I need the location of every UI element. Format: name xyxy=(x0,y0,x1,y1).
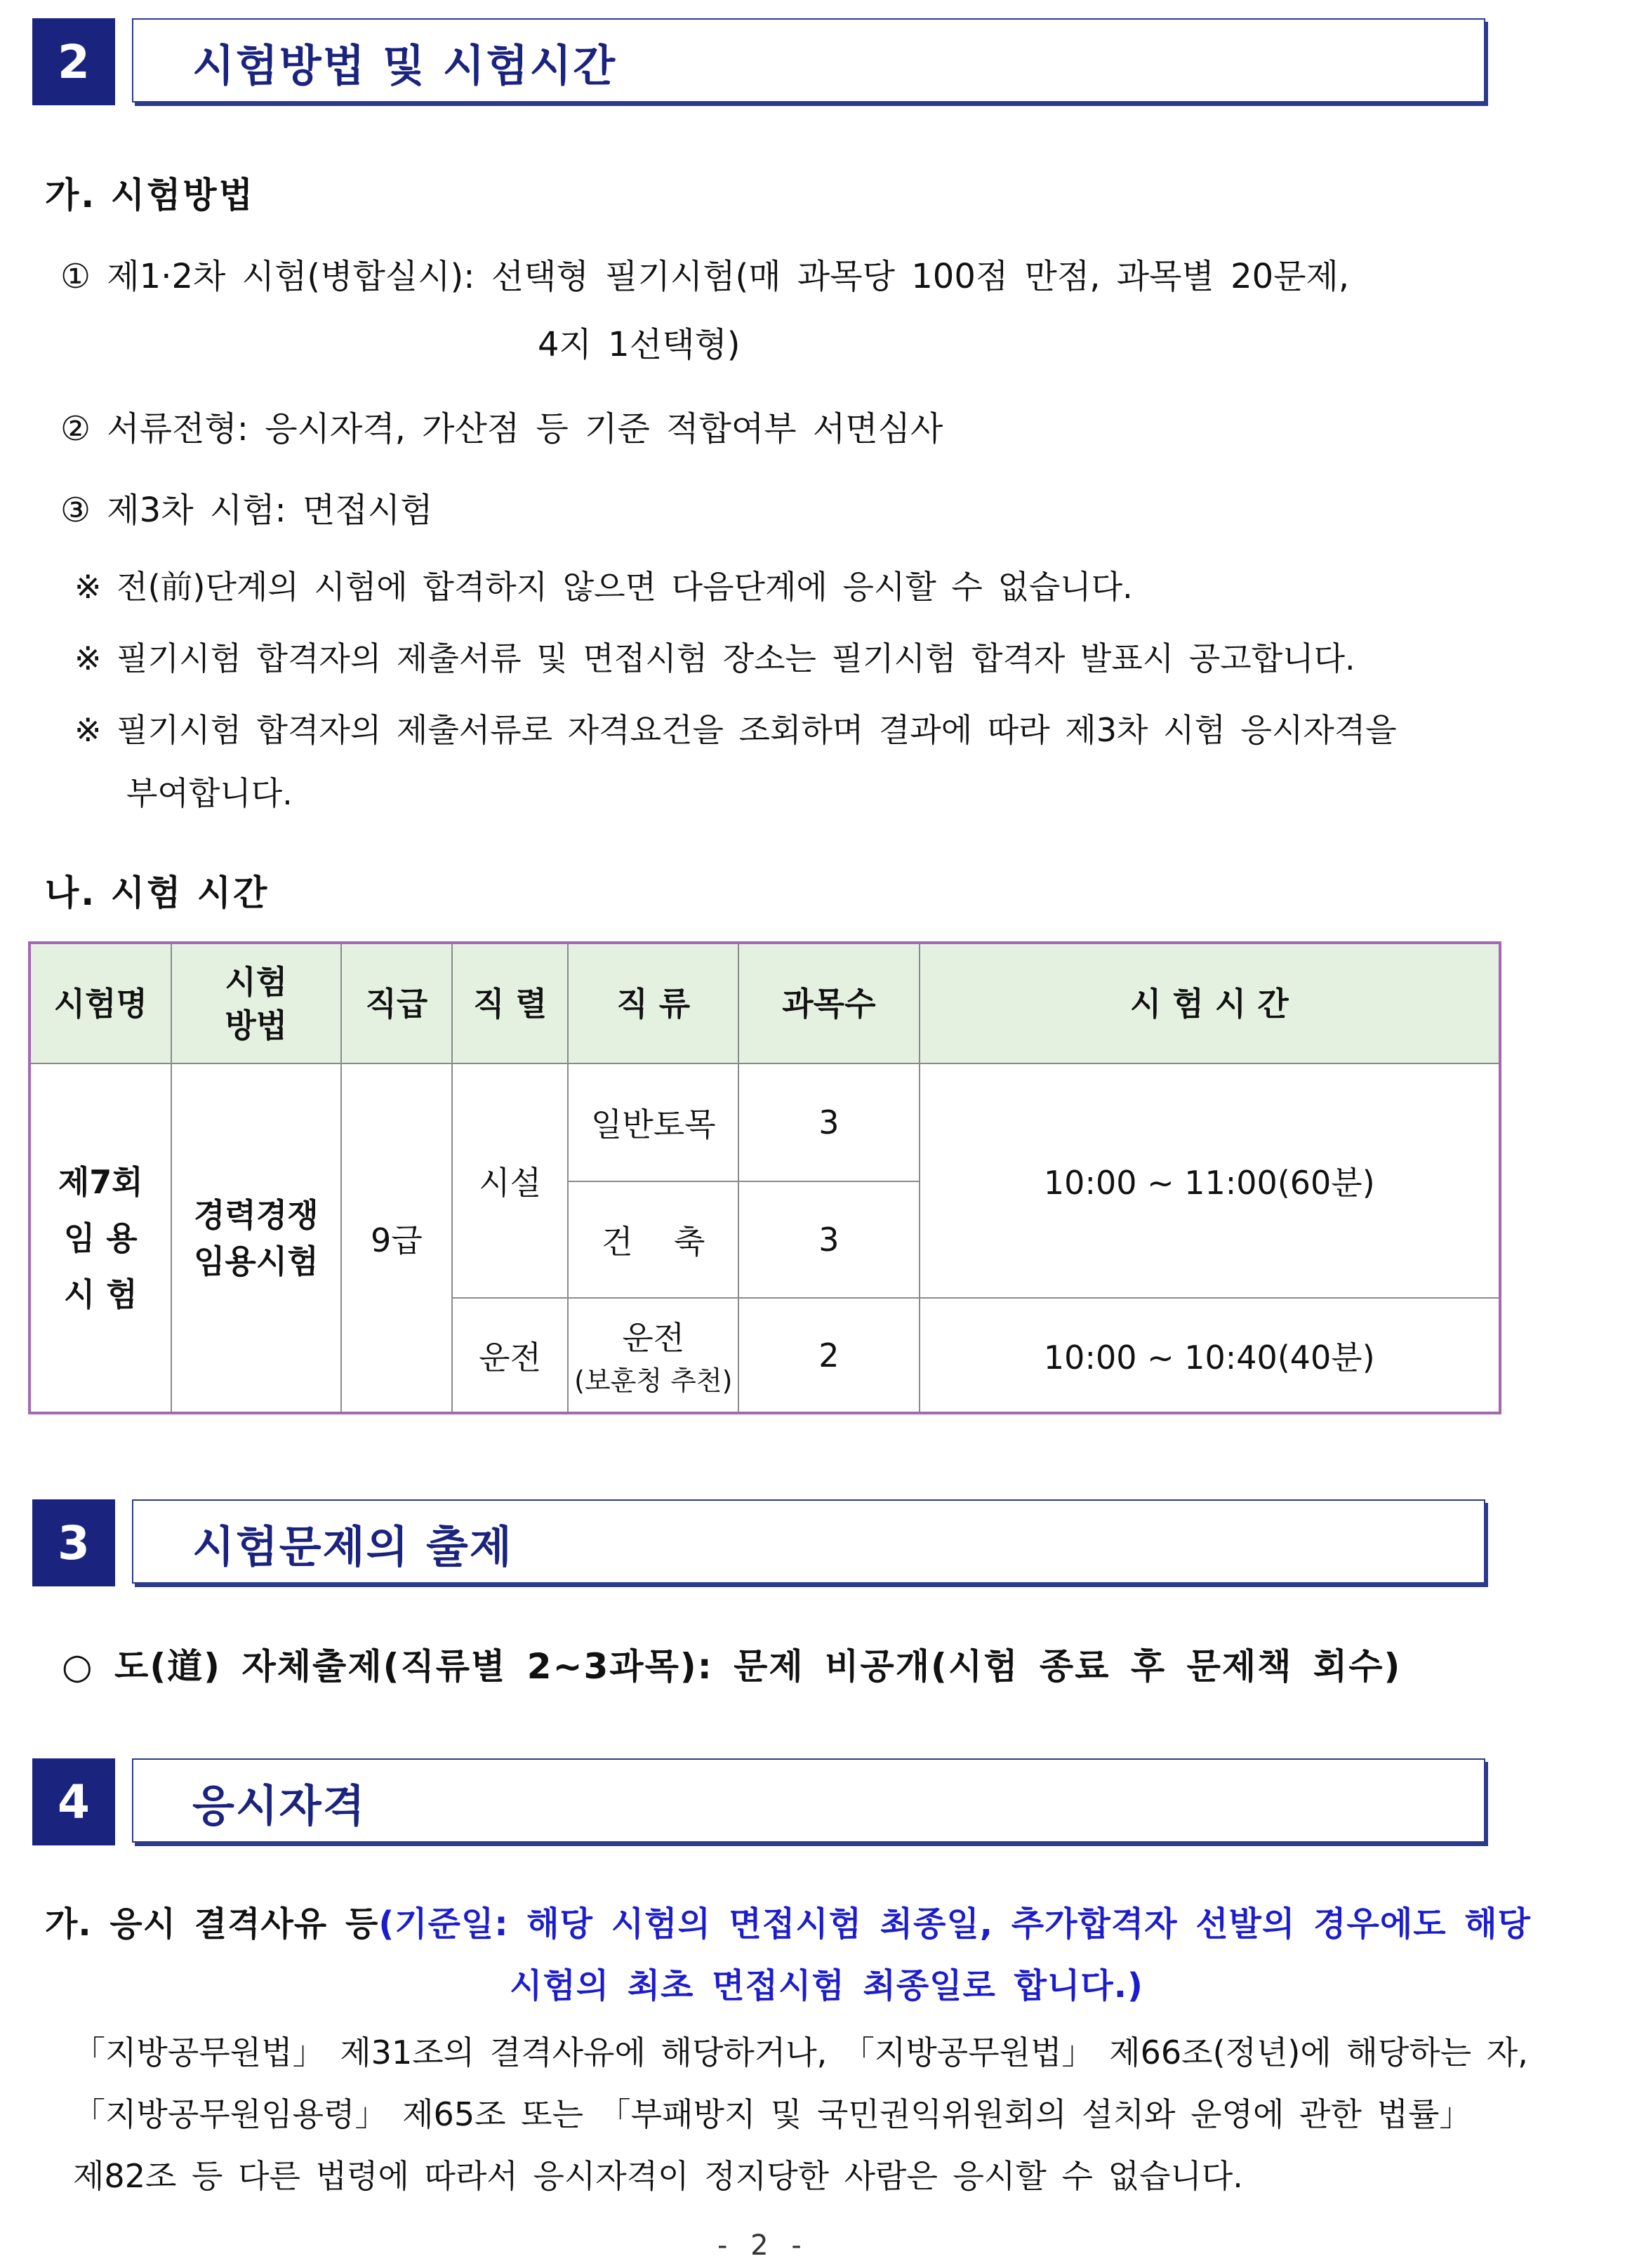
header-subjects: 과목수 xyxy=(738,943,919,1063)
method-item-2: ② 서류전형: 응시자격, 가산점 등 기준 적합여부 서면심사 xyxy=(60,409,943,449)
eligibility-heading xyxy=(45,1897,1531,1945)
eligibility-para-line-1: 「지방공무원법」 제31조의 결격사유에 해당하거나, 「지방공무원법」 제66조(정년)에 해당하는 자, xyxy=(73,2034,1528,2071)
cell-subjects: 3 xyxy=(738,1181,919,1298)
exam-name-line-1: 제7회 xyxy=(58,1162,143,1201)
eligibility-heading-label: 가. 응시 결격사유 등 xyxy=(45,1904,379,1944)
table-row xyxy=(29,1063,1500,1181)
cell-class-note: (보훈청 추천) xyxy=(574,1365,733,1396)
eligibility-reference-date-line-2: 시험의 최초 면접시험 최종일로 합니다.) xyxy=(510,1966,1143,2005)
section-4-header xyxy=(32,1758,1485,1845)
eligibility-para-line-3: 제82조 등 다른 법령에 따라서 응시자격이 정지당한 사람은 응시할 수 없습니다. xyxy=(73,2157,1243,2195)
cell-time: 10:00 ~ 11:00(60분) xyxy=(920,1063,1500,1298)
cell-series: 시설 xyxy=(452,1063,569,1298)
method-item-1-line-1: ① 제1·2차 시험(병합실시): 선택형 필기시험(매 과목당 100점 만점, 과목별 20문제, xyxy=(60,257,1350,296)
cell-class: 건 축 xyxy=(568,1181,738,1298)
exam-method-line-1: 경력경쟁 xyxy=(193,1195,319,1234)
section-title: 시험문제의 출제 xyxy=(192,1520,513,1572)
cell-grade: 9급 xyxy=(341,1063,452,1413)
cell-subjects: 2 xyxy=(738,1298,919,1413)
section-3-header xyxy=(32,1499,1485,1586)
section-title-box xyxy=(132,1758,1485,1843)
section-title-box xyxy=(132,18,1485,102)
cell-exam-method xyxy=(171,1063,341,1413)
header-series: 직 렬 xyxy=(452,943,569,1063)
header-exam-name: 시험명 xyxy=(29,943,171,1063)
section-number: 2 xyxy=(32,18,115,105)
cell-series: 운전 xyxy=(452,1298,569,1413)
section-title: 시험방법 및 시험시간 xyxy=(192,39,617,91)
cell-class: 일반토목 xyxy=(568,1063,738,1181)
section-title: 응시자격 xyxy=(192,1779,366,1831)
header-exam-method-line-2: 방법 xyxy=(225,1006,288,1045)
method-item-3: ③ 제3차 시험: 면접시험 xyxy=(60,491,433,530)
section-number: 4 xyxy=(32,1758,115,1845)
header-exam-method xyxy=(171,943,341,1063)
cell-class-main: 운전 xyxy=(622,1319,685,1357)
method-note-3-line-1: ※ 필기시험 합격자의 제출서류로 자격요건을 조회하며 결과에 따라 제3차 시험 응시자격을 xyxy=(74,711,1397,749)
questions-text: ○ 도(道) 자체출제(직류별 2~3과목): 문제 비공개(시험 종료 후 문제책 회수) xyxy=(62,1646,1402,1687)
header-class: 직 류 xyxy=(568,943,738,1063)
section-number: 3 xyxy=(32,1499,115,1586)
section-2-header xyxy=(32,18,1485,105)
table-header-row xyxy=(29,943,1500,1063)
section-title-box xyxy=(132,1499,1485,1584)
exam-schedule-table xyxy=(28,941,1501,1414)
header-exam-method-line-1: 시험 xyxy=(225,962,288,1001)
eligibility-para-line-2: 「지방공무원임용령」 제65조 또는 「부패방지 및 국민권익위원회의 설치와 운영에 관한 법률」 xyxy=(73,2095,1472,2133)
page-number: - 2 - xyxy=(717,2229,809,2262)
method-item-1-line-2: 4지 1선택형) xyxy=(538,325,741,364)
method-note-2: ※ 필기시험 합격자의 제출서류 및 면접시험 장소는 필기시험 합격자 발표시 공고합니다. xyxy=(74,639,1355,677)
exam-method-line-2: 임용시험 xyxy=(193,1242,319,1280)
method-heading: 가. 시험방법 xyxy=(45,175,255,215)
header-time: 시 험 시 간 xyxy=(920,943,1500,1063)
cell-subjects: 3 xyxy=(738,1063,919,1181)
cell-exam-name xyxy=(29,1063,171,1413)
exam-name-line-3: 시 험 xyxy=(63,1275,138,1313)
exam-name-line-2: 임 용 xyxy=(63,1219,138,1257)
cell-time: 10:00 ~ 10:40(40분) xyxy=(920,1298,1500,1413)
eligibility-reference-date: (기준일: 해당 시험의 면접시험 최종일, 추가합격자 선발의 경우에도 해당 xyxy=(378,1904,1532,1944)
time-heading: 나. 시험 시간 xyxy=(45,873,270,913)
method-note-1: ※ 전(前)단계의 시험에 합격하지 않으면 다음단계에 응시할 수 없습니다. xyxy=(74,568,1133,606)
cell-class xyxy=(568,1298,738,1413)
method-note-3-line-2: 부여합니다. xyxy=(126,774,293,812)
header-grade: 직급 xyxy=(341,943,452,1063)
